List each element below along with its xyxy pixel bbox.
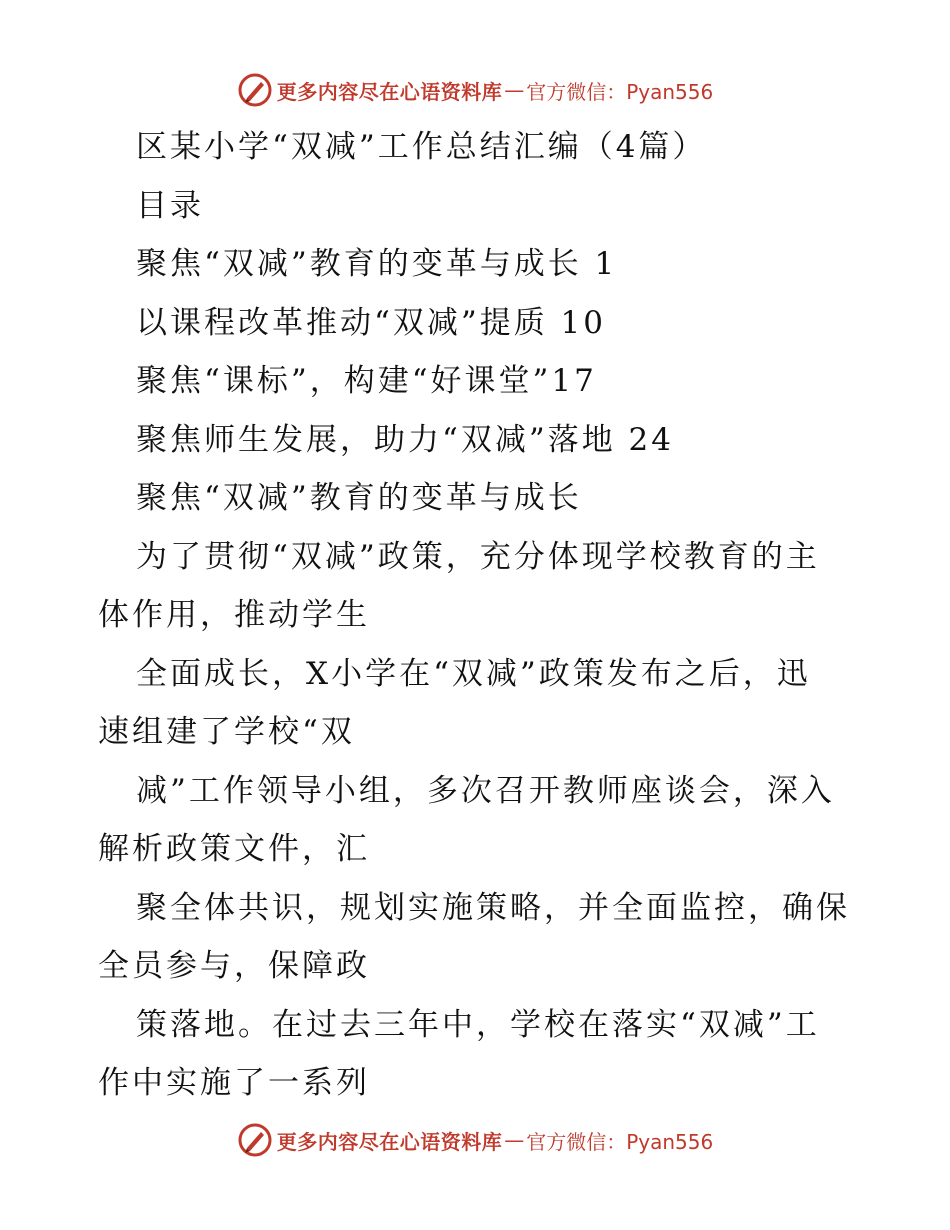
body-line: 策落地。在过去三年中，学校在落实“双减”工: [136, 1006, 820, 1043]
body-line: 全面成长，X小学在“双减”政策发布之后，迅: [136, 655, 811, 692]
toc-heading: 目录: [136, 187, 204, 224]
toc-item: 聚焦“双减”教育的变革与成长 1: [136, 246, 618, 282]
toc-item: 聚焦“课标”，构建“好课堂”17: [136, 363, 597, 399]
document-title: 区某小学“双减”工作总结汇编（4篇）: [136, 129, 707, 165]
body-line: 体作用，推动学生: [98, 597, 370, 633]
section-heading: 聚焦“双减”教育的变革与成长: [136, 480, 582, 516]
body-line: 作中实施了一系列: [98, 1065, 370, 1101]
body-line: 减”工作领导小组，多次召开教师座谈会，深入: [136, 772, 835, 809]
pen-logo-icon: [237, 72, 273, 108]
toc-item: 以课程改革推动“双减”提质 10: [136, 304, 606, 341]
body-line: 全员参与，保障政: [98, 948, 370, 984]
footer-watermark-banner: [0, 1120, 950, 1160]
toc-item: 聚焦师生发展，助力“双减”落地 24: [136, 421, 674, 458]
body-line: 为了贯彻“双减”政策，充分体现学校教育的主: [136, 538, 820, 575]
banner-dash: —: [504, 78, 525, 102]
banner-dash: —: [504, 1128, 525, 1152]
banner-text: 更多内容尽在心语资料库: [276, 1129, 503, 1154]
body-line: 聚全体共识，规划实施策略，并全面监控，确保: [136, 889, 850, 926]
banner-contact: 官方微信：Pyan556: [526, 1129, 714, 1154]
body-line: 解析政策文件，汇: [98, 831, 370, 867]
header-watermark-banner: [0, 70, 950, 110]
banner-text: 更多内容尽在心语资料库: [276, 79, 503, 104]
document-body: [98, 118, 858, 1113]
pen-logo-icon: [237, 1122, 273, 1158]
banner-contact: 官方微信：Pyan556: [526, 79, 714, 104]
body-line: 速组建了学校“双: [98, 714, 355, 750]
